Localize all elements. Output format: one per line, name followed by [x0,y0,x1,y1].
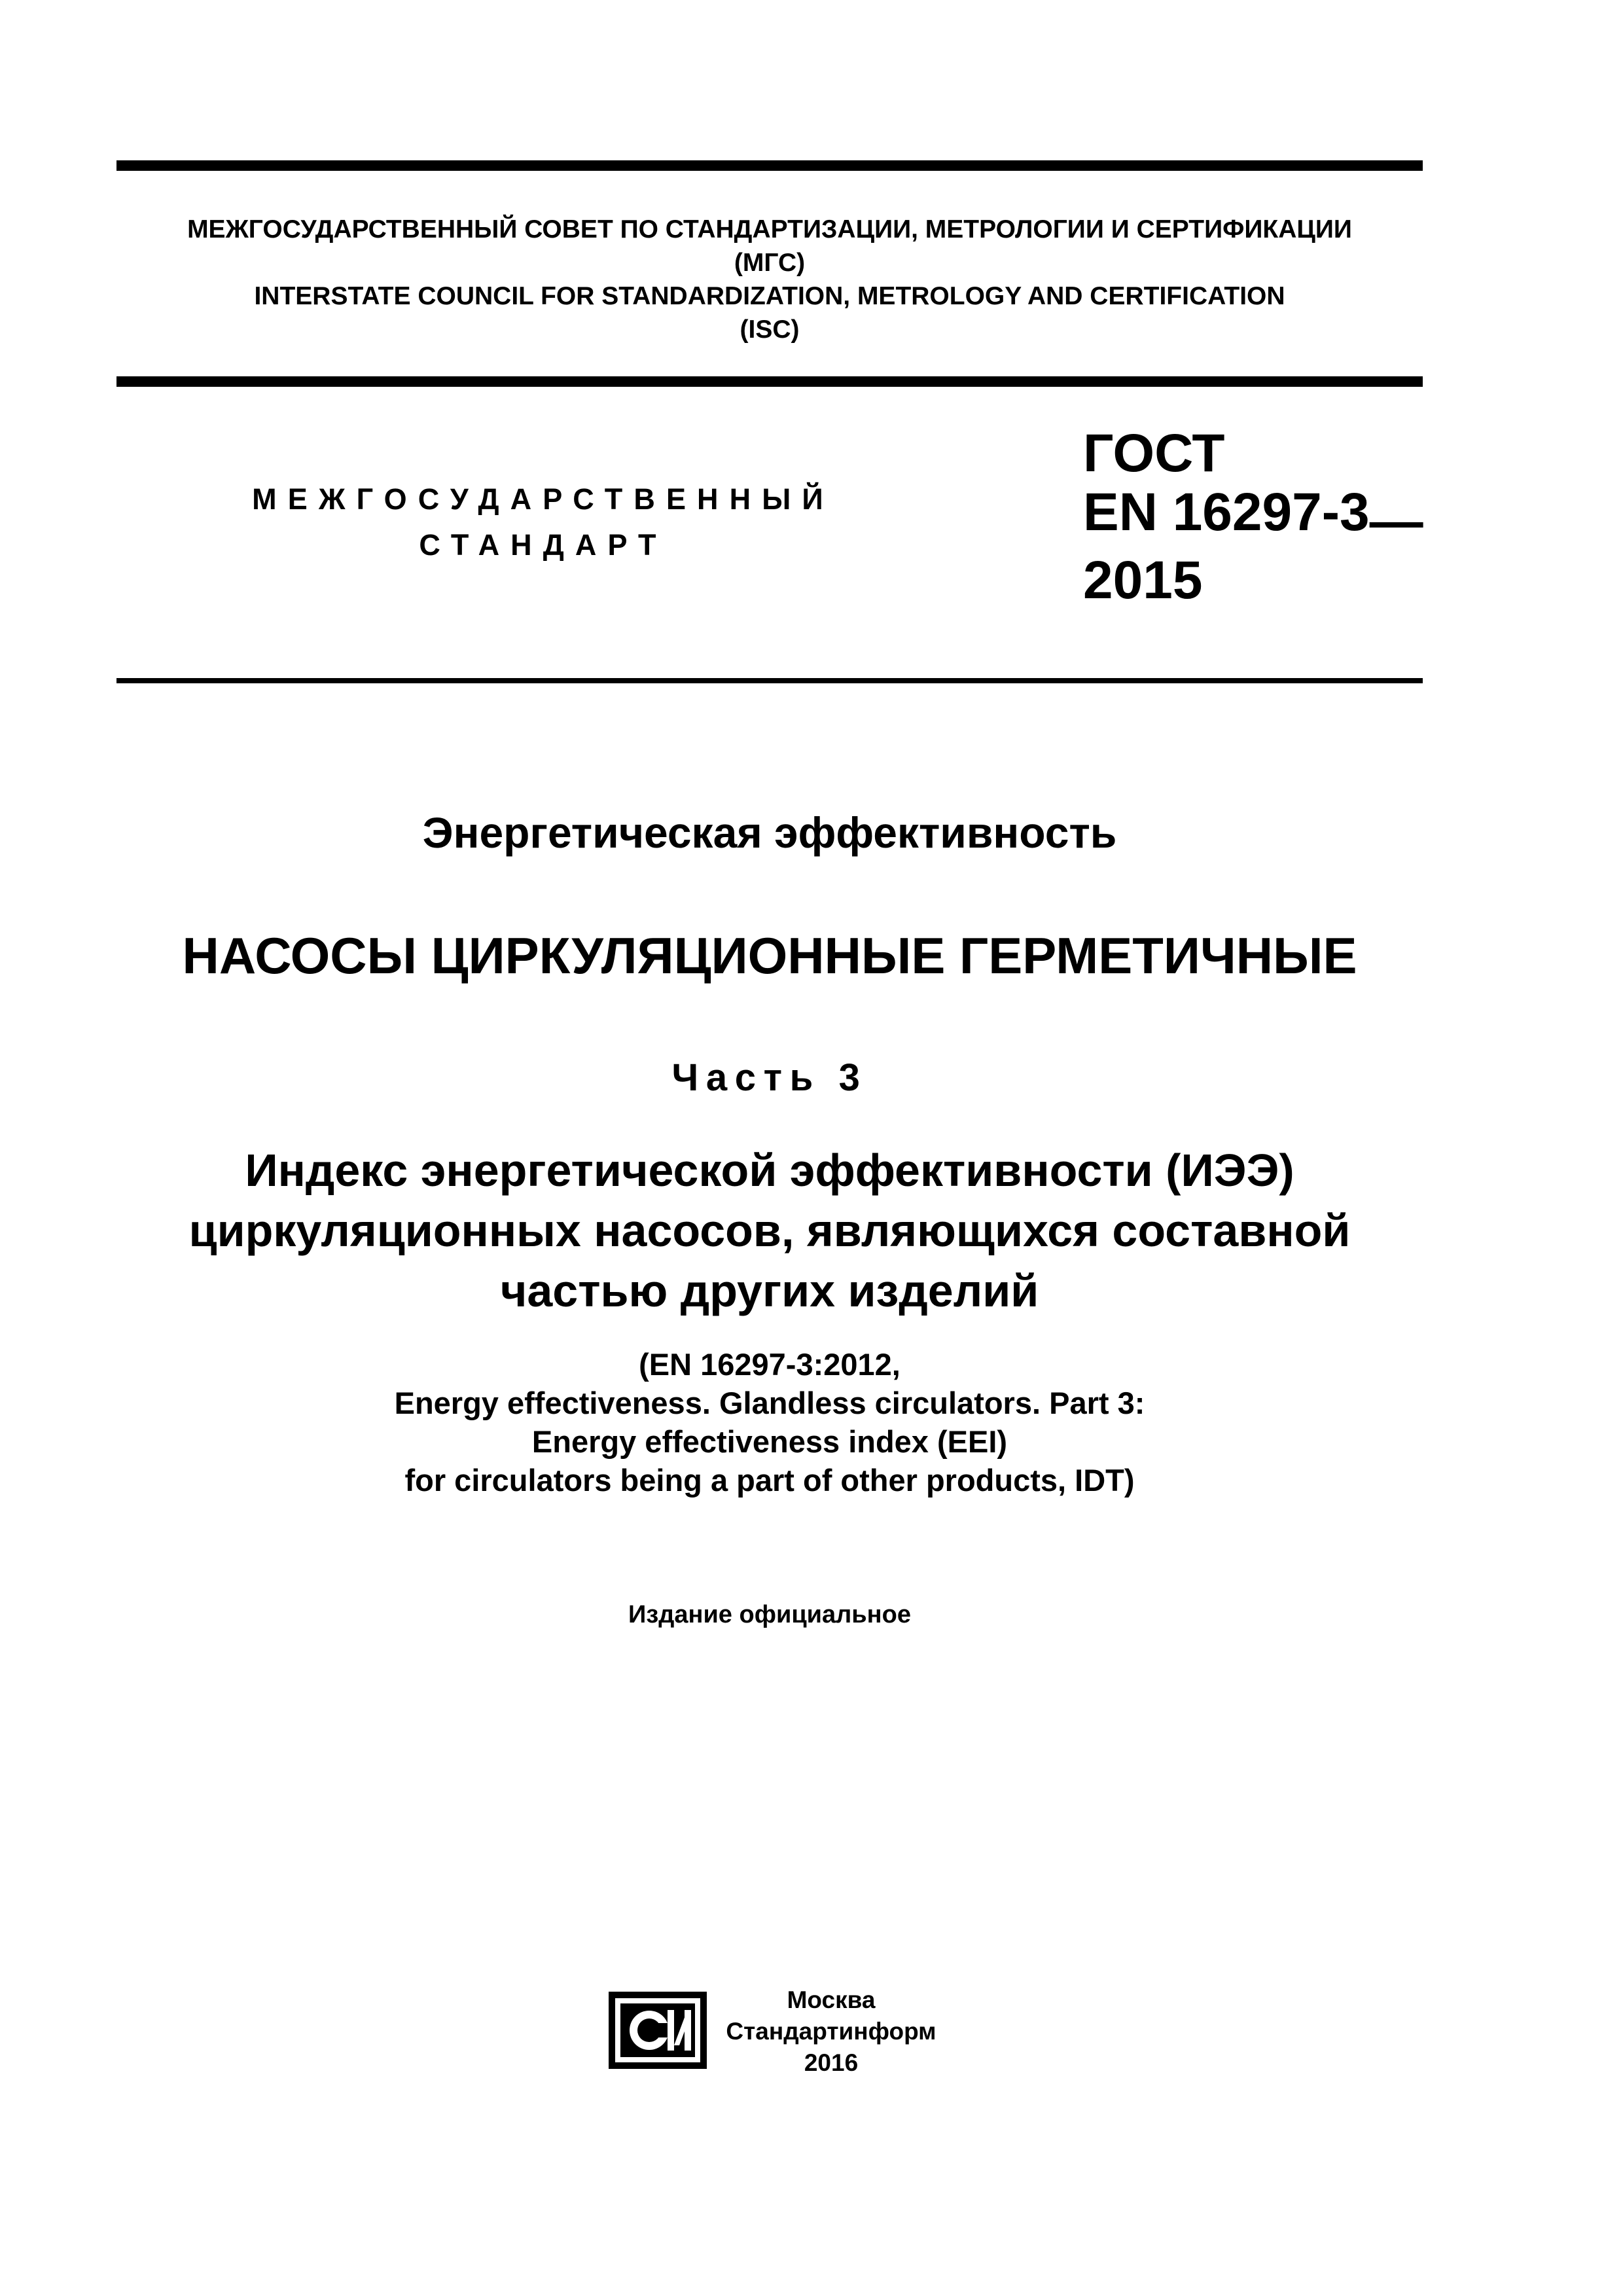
title-product: НАСОСЫ ЦИРКУЛЯЦИОННЫЕ ГЕРМЕТИЧНЫЕ [182,927,1357,984]
standard-type-line2: СТАНДАРТ [419,528,668,562]
standartinform-logo-icon [609,1992,707,2069]
part-title-line3: частью других изделий [500,1265,1039,1316]
publisher-city: Москва [787,1986,876,2013]
council-abbr-ru: (МГС) [734,249,806,277]
designation-number: EN 16297-3 [1083,482,1370,542]
title-part: Часть 3 [671,1056,868,1099]
title-subject: Энергетическая эффективность [422,808,1117,857]
part-title-line1: Индекс энергетической эффективности (ИЭЭ) [245,1145,1294,1196]
en-reference [116,1345,1423,1499]
en-reference-line4: for circulators being a part of other products, IDT) [404,1463,1135,1498]
publisher-year: 2016 [804,2049,859,2076]
publisher-block [720,1984,942,2079]
en-reference-line3: Energy effectiveness index (EEI) [531,1424,1008,1459]
top-rule [116,160,1423,171]
standard-type-line1: МЕЖГОСУДАРСТВЕННЫЙ [252,482,834,516]
edition-label: Издание официальное [628,1601,911,1628]
publisher-name: Стандартинформ [726,2018,936,2045]
standard-designation [1083,424,1423,610]
council-abbr-en: (ISC) [740,315,800,344]
en-reference-line2: Energy effectiveness. Glandless circulators. Part 3: [394,1386,1145,1420]
header-bottom-rule [116,376,1423,387]
designation-number-line [1083,483,1423,551]
council-name-ru: МЕЖГОСУДАРСТВЕННЫЙ СОВЕТ ПО СТАНДАРТИЗАЦИИ, МЕТРОЛОГИИ И СЕРТИФИКАЦИИ [187,215,1352,243]
designation-bottom-rule [116,678,1423,683]
designation-dash: — [1369,492,1423,551]
part-title [116,1140,1423,1321]
designation-year: 2015 [1083,550,1203,610]
standard-type [216,476,870,568]
designation-prefix: ГОСТ [1083,423,1225,483]
part-title-line2: циркуляционных насосов, являющихся составной [188,1205,1351,1256]
council-name-en: INTERSTATE COUNCIL FOR STANDARDIZATION, METROLOGY AND CERTIFICATION [254,282,1285,310]
council-header [116,213,1423,346]
en-reference-line1: (EN 16297-3:2012, [639,1347,901,1382]
